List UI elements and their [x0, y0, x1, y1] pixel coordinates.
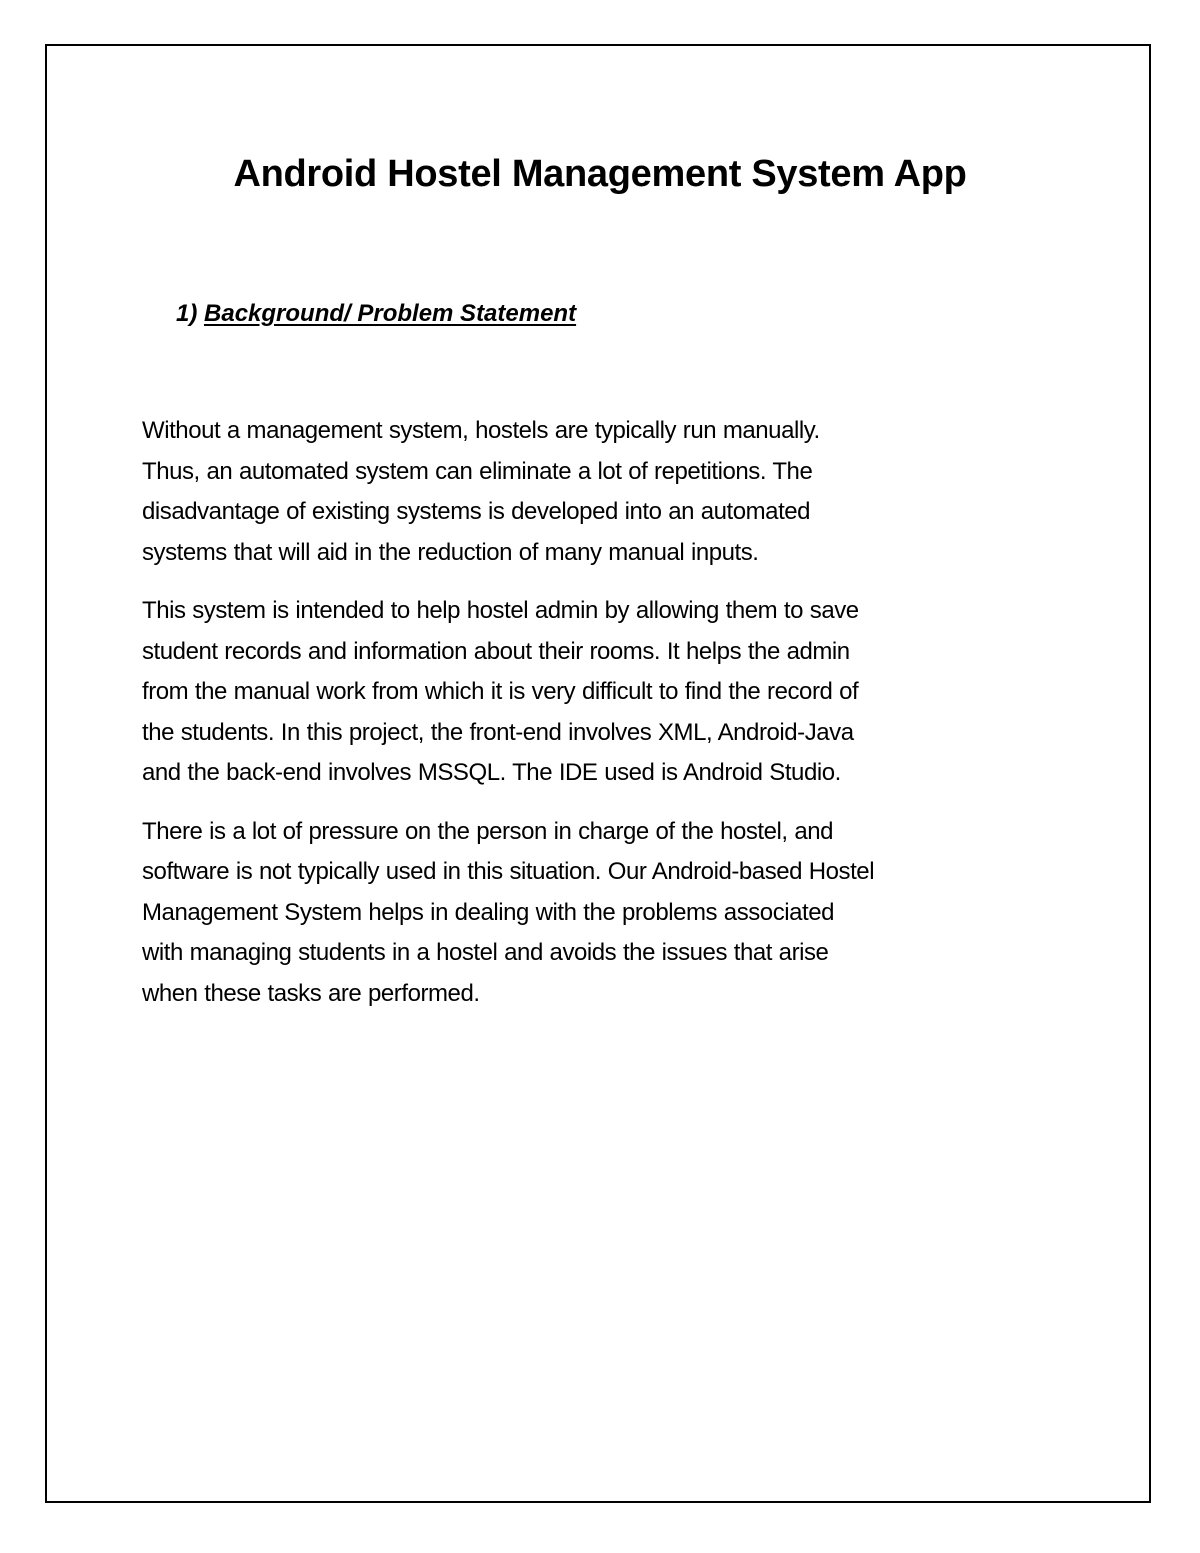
- section-number: 1): [176, 300, 198, 327]
- body-text: [142, 411, 1072, 1032]
- text-line: Thus, an automated system can eliminate a lot of repetitions. The: [142, 457, 813, 485]
- paragraph-3: [142, 812, 1072, 1015]
- paragraph-2: [142, 591, 1072, 794]
- text-line: with managing students in a hostel and avoids the issues that arise: [142, 939, 829, 966]
- section-title: Background/ Problem Statement: [204, 300, 577, 327]
- text-line: student records and information about their rooms. It helps the admin: [142, 637, 850, 665]
- document-title: Android Hostel Management System App: [233, 153, 967, 195]
- text-line: software is not typically used in this situation. Our Android-based Hostel: [142, 858, 875, 885]
- text-line: from the manual work from which it is very difficult to find the record of: [142, 678, 859, 705]
- text-line: systems that will aid in the reduction of many manual inputs.: [142, 538, 759, 566]
- text-line: There is a lot of pressure on the person in charge of the hostel, and: [142, 817, 834, 845]
- text-line: disadvantage of existing systems is developed into an automated: [142, 498, 811, 525]
- text-line: This system is intended to help hostel admin by allowing them to save: [142, 597, 859, 624]
- paragraph-1: [142, 411, 1072, 573]
- text-line: and the back-end involves MSSQL. The IDE used is Android Studio.: [142, 759, 841, 786]
- text-line: Management System helps in dealing with the problems associated: [142, 898, 835, 926]
- text-line: the students. In this project, the front-end involves XML, Android-Java: [142, 718, 854, 746]
- text-line: Without a management system, hostels are typically run manually.: [142, 417, 820, 444]
- section-heading: [176, 298, 576, 330]
- text-line: when these tasks are performed.: [142, 979, 480, 1007]
